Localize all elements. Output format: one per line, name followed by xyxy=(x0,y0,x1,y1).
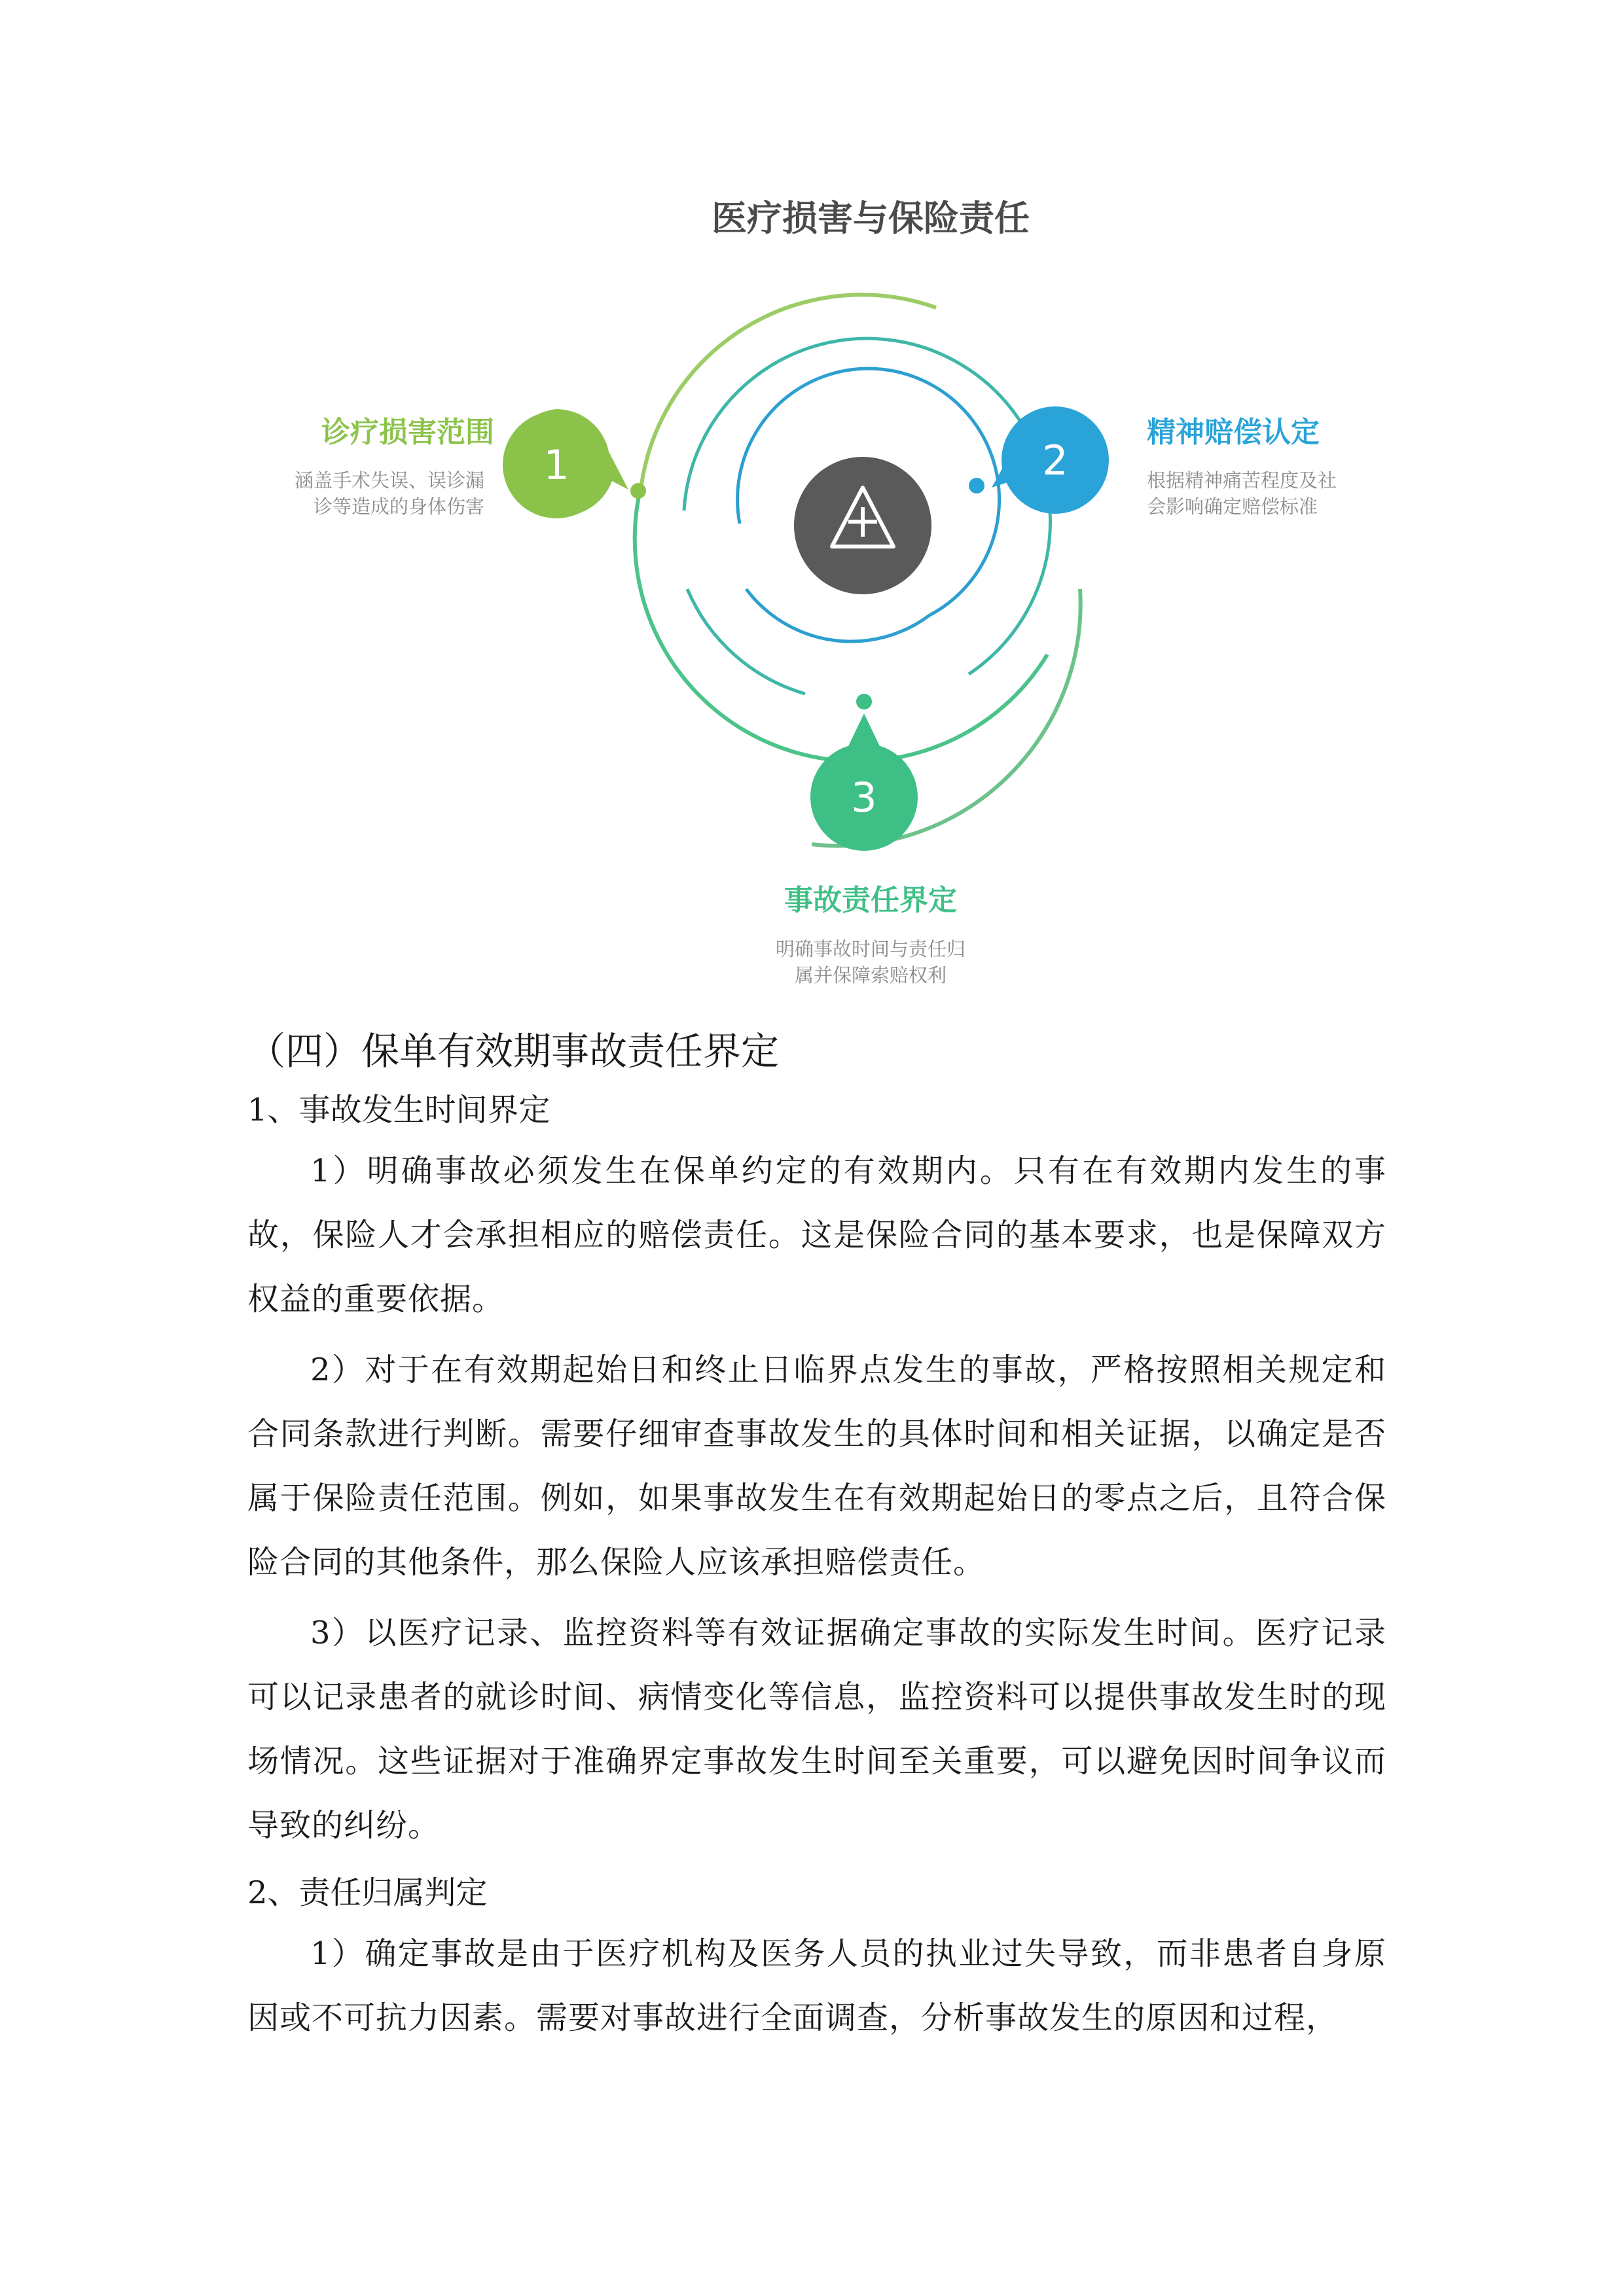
outer-ring-arc-top xyxy=(641,295,936,484)
section-heading: （四）保单有效期事故责任界定 xyxy=(247,1029,780,1073)
inner-ring-lower xyxy=(746,589,929,641)
node-1 xyxy=(295,409,628,518)
sub-heading-2: 2、责任归属判定 xyxy=(247,1874,488,1911)
node2-connector-dot xyxy=(969,478,984,493)
node1-connector-dot xyxy=(630,483,646,499)
node1-desc-line1: 涵盖手术失误、误诊漏 xyxy=(294,469,484,492)
node1-number: 1 xyxy=(543,441,569,489)
insurance-diagram xyxy=(0,0,1624,1008)
node3-desc-line1: 明确事故时间与责任归 xyxy=(775,938,966,960)
middle-ring-lower xyxy=(687,589,805,694)
diagram-title: 医疗损害与保险责任 xyxy=(712,198,1030,239)
node2-number: 2 xyxy=(1042,437,1068,484)
sub-heading-1: 1、事故发生时间界定 xyxy=(247,1092,550,1128)
node2-desc-line2: 会影响确定赔偿标准 xyxy=(1147,495,1318,518)
node3-number: 3 xyxy=(851,774,877,821)
paragraph-1: 1）明确事故必须发生在保单约定的有效期内。只有在有效期内发生的事故，保险人才会承担相应的赔偿责任。这是保险合同的基本要求，也是保障双方权益的重要依据。 xyxy=(247,1153,1386,1318)
node2-title: 精神赔偿认定 xyxy=(1147,416,1320,449)
paragraph-3: 3）以医疗记录、监控资料等有效证据确定事故的实际发生时间。医疗记录可以记录患者的就诊时间、病情变化等信息，监控资料可以提供事故发生时的现场情况。这些证据对于准确界定事故发生时间至关重要，可以避免因时间争议而导致的纠纷。 xyxy=(247,1615,1386,1844)
node1-desc-line2: 诊等造成的身体伤害 xyxy=(313,495,484,518)
node-2 xyxy=(992,406,1337,518)
node3-pointer xyxy=(848,713,880,746)
node3-desc-line2: 属并保障索赔权利 xyxy=(794,964,947,986)
paragraph-2: 2）对于在有效期起始日和终止日临界点发生的事故，严格按照相关规定和合同条款进行判断。需要仔细审查事故发生的具体时间和相关证据，以确定是否属于保险责任范围。例如，如果事故发生在有效期起始日的零点之后，且符合保险合同的其他条件，那么保险人应该承担赔偿责任。 xyxy=(247,1352,1386,1581)
document-body xyxy=(247,1021,1386,2056)
node2-desc-line1: 根据精神痛苦程度及社 xyxy=(1147,469,1337,492)
paragraph-4: 1）确定事故是由于医疗机构及医务人员的执业过失导致，而非患者自身原因或不可抗力因素。需要对事故进行全面调查，分析事故发生的原因和过程， xyxy=(247,1935,1386,2036)
node1-title: 诊疗损害范围 xyxy=(321,416,494,449)
node3-title: 事故责任界定 xyxy=(784,884,957,917)
node3-connector-dot xyxy=(856,694,872,709)
